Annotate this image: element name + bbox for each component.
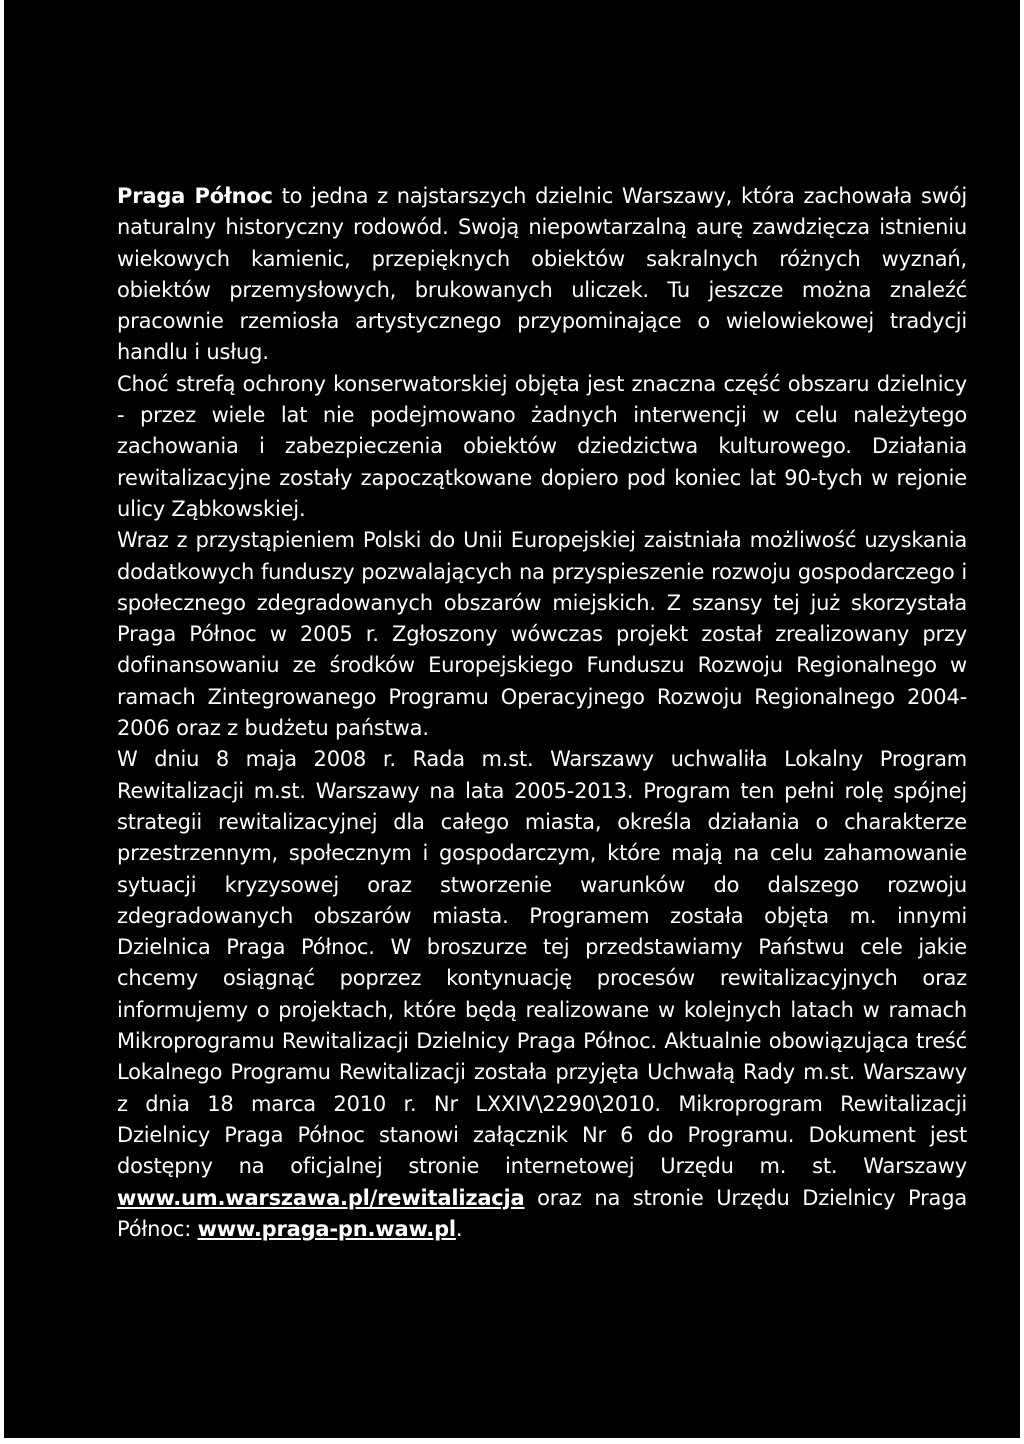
paragraph-intro: [117, 181, 967, 369]
district-name: Praga Północ: [117, 184, 273, 208]
paragraph-intro-text: to jedna z najstarszych dzielnic Warszawy, która zachowała swój naturalny historyczny rodowód. Swoją niepowtarzalną aurę zawdzięcza istnieniu wiekowych kamienic, przepięknych obiektów sakralnych różnych wyznań, obiektów przemysłowych, brukowanych uliczek. Tu jeszcze można znaleźć pracownie rzemiosła artystycznego przypominające o wielowiekowej tradycji handlu i usług.: [117, 184, 967, 365]
paragraph-eu-funding: Wraz z przystąpieniem Polski do Unii Europejskiej zaistniała możliwość uzyskania dodatkowych funduszy pozwalających na przyspieszenie rozwoju gospodarczego i społecznego zdegradowanych obszarów miejskich. Z szansy tej już skorzystała Praga Północ w 2005 r. Zgłoszony wówczas projekt został zrealizowany przy dofinansowaniu ze środków Europejskiego Funduszu Rozwoju Regionalnego w ramach Zintegrowanego Programu Operacyjnego Rozwoju Regionalnego 2004-2006 oraz z budżetu państwa.: [117, 528, 967, 741]
page-edge-bottom: [0, 1438, 1024, 1444]
page-edge-right: [1020, 0, 1024, 1444]
document-body: [117, 181, 967, 1245]
link-praga-pn[interactable]: www.praga-pn.waw.pl: [197, 1216, 456, 1241]
paragraph-program-text: W dniu 8 maja 2008 r. Rada m.st. Warszawy uchwaliła Lokalny Program Rewitalizacji m.st. Warszawy na lata 2005-2013. Program ten pełni rolę spójnej strategii rewitalizacyjnej dla całego miasta, określa działania o charakterze przestrzennym, społecznym i gospodarczym, które mają na celu zahamowanie sytuacji kryzysowej oraz stworzenie warunków do dalszego rozwoju zdegradowanych obszarów miasta. Programem została objęta m. innymi Dzielnica Praga Północ. W broszurze tej przedstawiamy Państwu cele jakie chcemy osiągnąć poprzez kontynuację procesów rewitalizacyjnych oraz informujemy o projektach, które będą realizowane w kolejnych latach w ramach Mikroprogramu Rewitalizacji Dzielnicy Praga Północ. Aktualnie obowiązująca treść Lokalnego Programu Rewitalizacji została przyjęta Uchwałą Rady m.st. Warszawy z dnia 18 marca 2010 r. Nr LXXIV\2290\2010. Mikroprogram Rewitalizacji Dzielnicy Praga Północ stanowi załącznik Nr 6 do Programu. Dokument jest dostępny na oficjalnej stronie internetowej Urzędu m. st. Warszawy: [117, 747, 967, 1179]
paragraph-program-text-middle: oraz na stronie Urzędu Dzielnicy Praga Północ:: [117, 1185, 967, 1241]
page-edge-left: [0, 0, 4, 1444]
paragraph-program-text-end: .: [455, 1216, 463, 1241]
link-um-warszawa[interactable]: www.um.warszawa.pl/rewitalizacja: [117, 1185, 525, 1210]
paragraph-program: [117, 744, 967, 1245]
paragraph-conservation: Choć strefą ochrony konserwatorskiej objęta jest znaczna część obszaru dzielnicy - przez wiele lat nie podejmowano żadnych interwencji w celu należytego zachowania i zabezpieczenia obiektów dziedzictwa kulturowego. Działania rewitalizacyjne zostały zapoczątkowane dopiero pod koniec lat 90-tych w rejonie ulicy Ząbkowskiej.: [117, 371, 967, 521]
